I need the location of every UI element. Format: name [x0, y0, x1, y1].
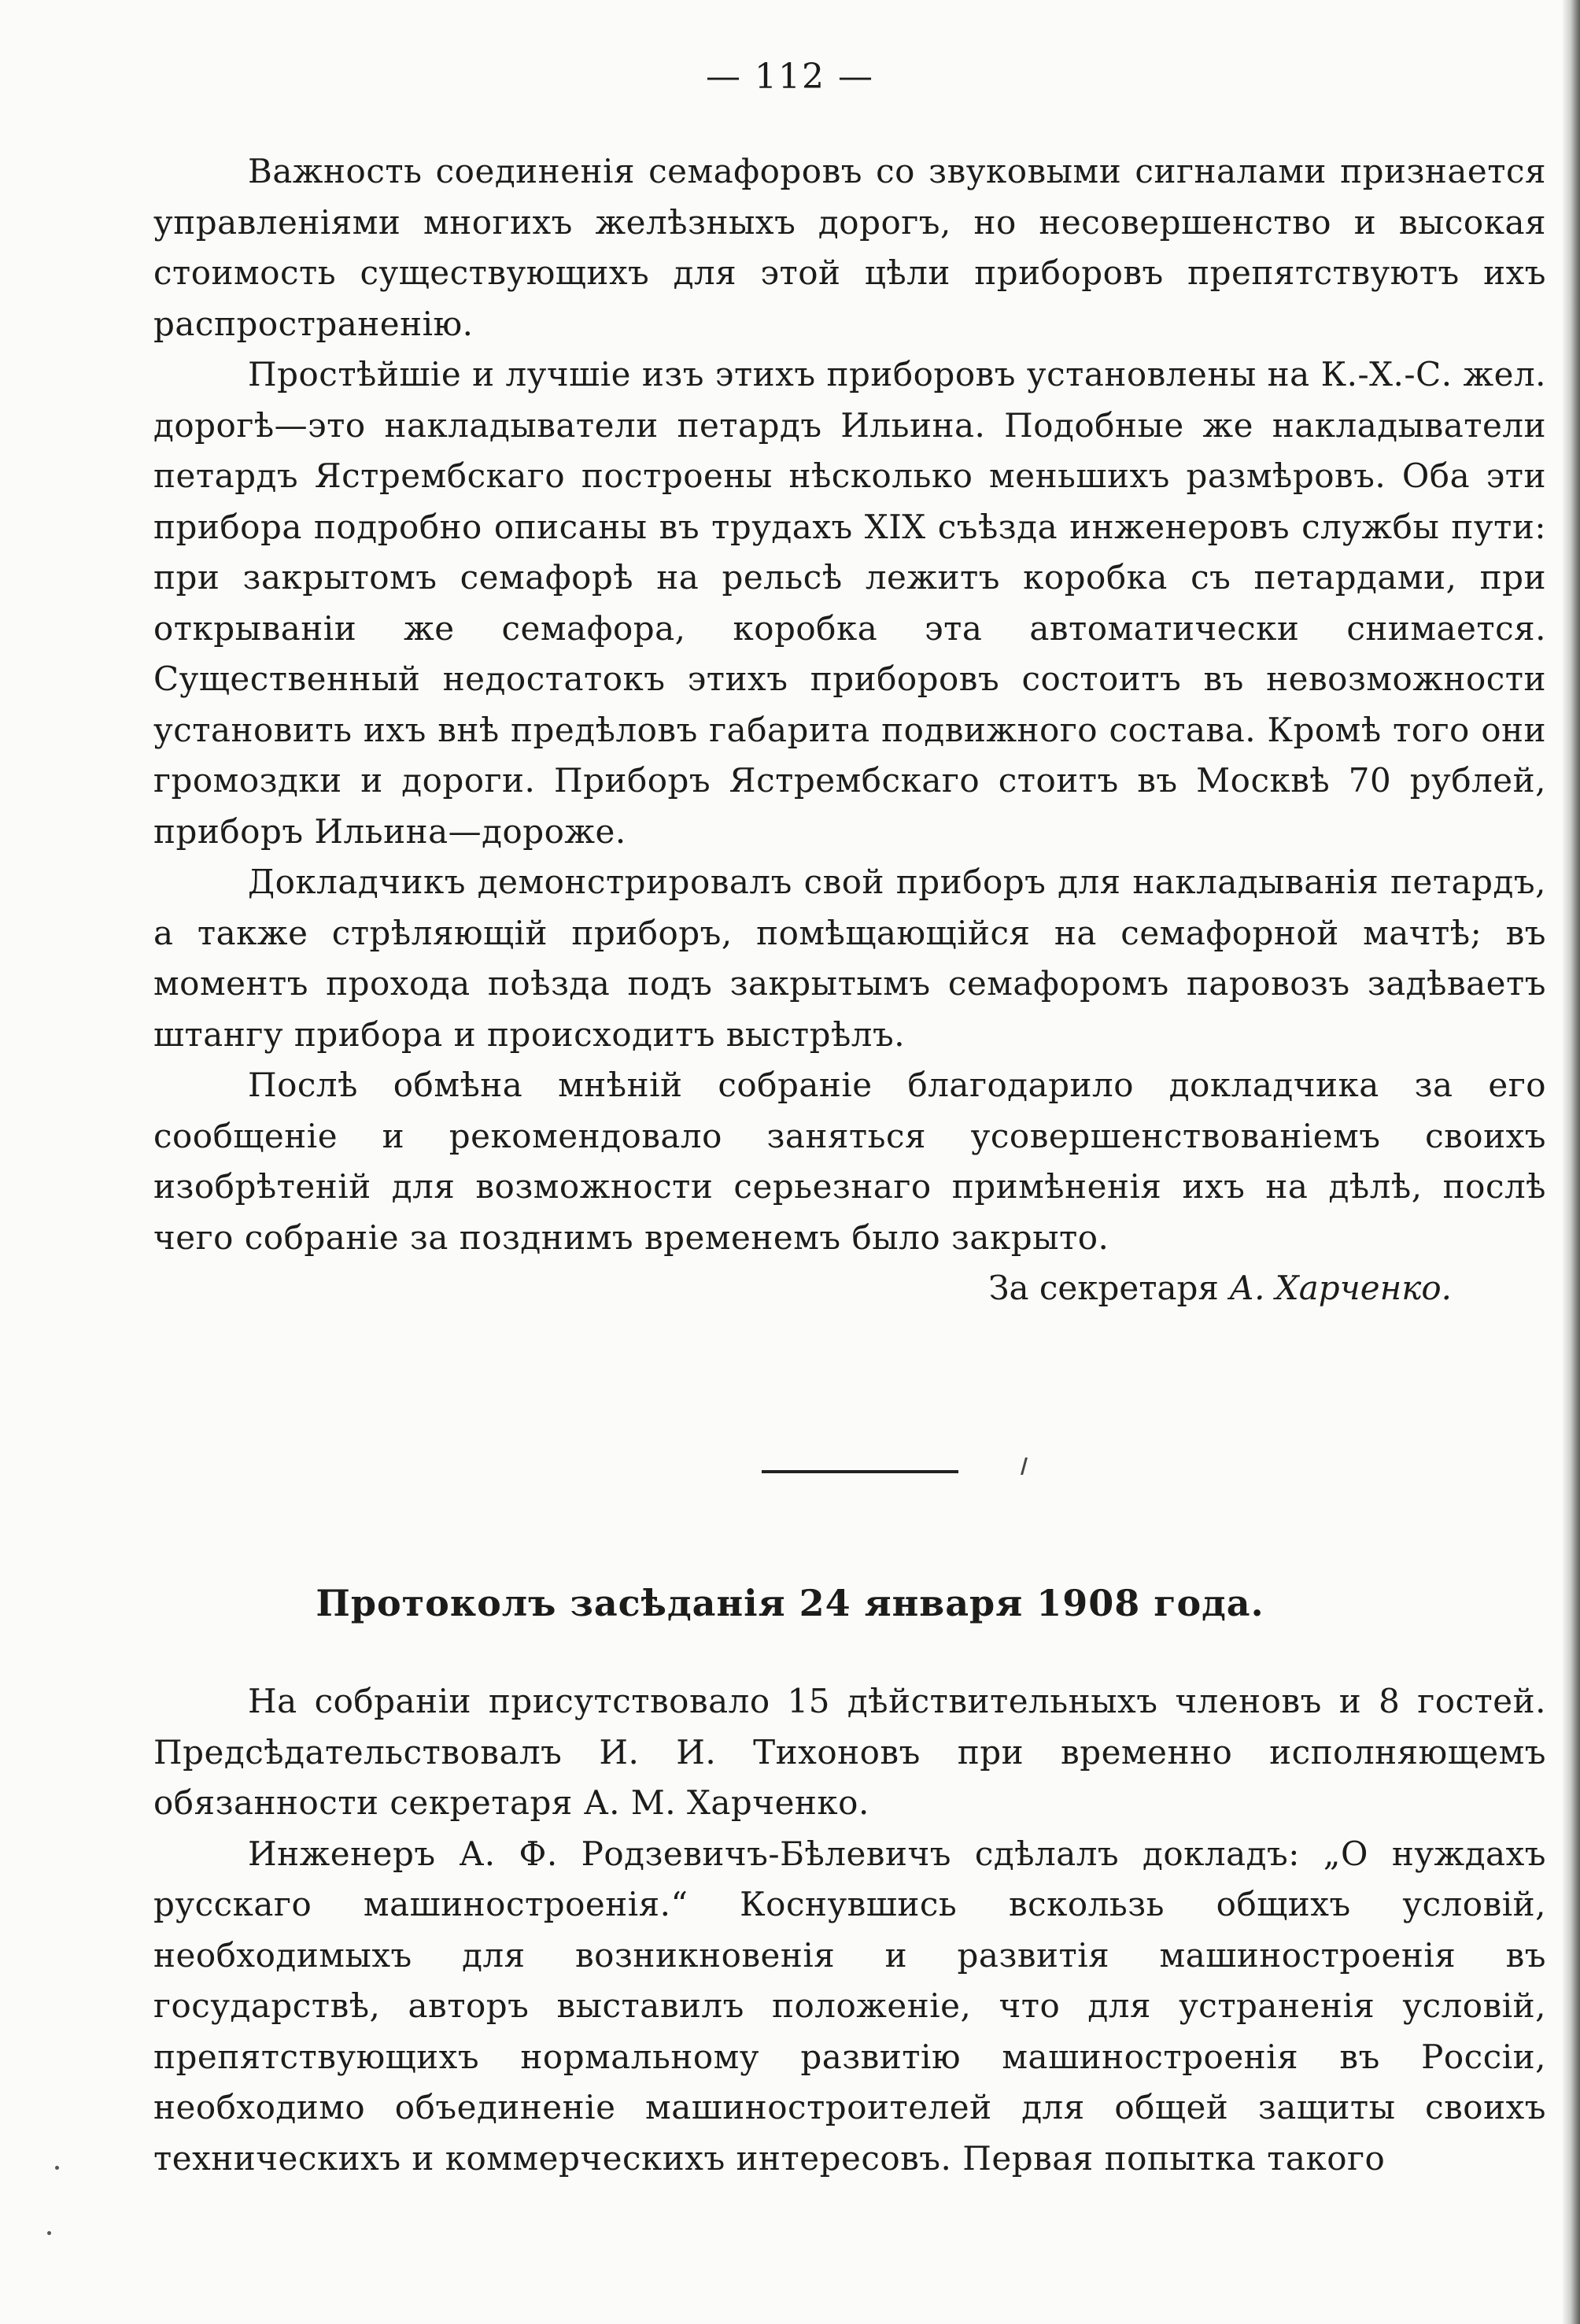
page-number: — 112 —	[706, 57, 874, 97]
stray-dot	[55, 2166, 59, 2170]
paragraph: Докладчикъ демонстрировалъ свой приборъ для накладыванія петардъ, а также стрѣляющій приборъ, помѣщающійся на семафорной мачтѣ; въ моментъ прохода поѣзда подъ закрытымъ семафоромъ паровозъ задѣваетъ штангу прибора и происходитъ выстрѣлъ.	[153, 863, 1546, 1054]
stray-dot	[47, 2231, 51, 2235]
stray-mark	[1021, 1458, 1028, 1475]
bottom-text-block	[153, 1676, 1546, 2184]
section-divider	[762, 1470, 958, 1473]
paragraph: Важность соединенія семафоровъ со звуковыми сигналами признается управленіями многихъ желѣзныхъ дорогъ, но несовершенство и высокая стоимость существующихъ для этой цѣли приборовъ препятствуютъ ихъ распространенію.	[153, 152, 1546, 343]
signature-prefix: За секретаря	[988, 1269, 1219, 1307]
signature-name: А. Харченко.	[1229, 1269, 1452, 1307]
paragraph: На собраніи присутствовало 15 дѣйствительныхъ членовъ и 8 гостей. Предсѣдательствовалъ И. И. Тихоновъ при временно исполняющемъ обязанности секретаря А. М. Харченко.	[153, 1682, 1546, 1822]
paragraph: Инженеръ А. Ф. Родзевичъ-Бѣлевичъ сдѣлалъ докладъ: „О нуждахъ русскаго машиностроенія.“ Коснувшись вскользь общихъ условій, необходимыхъ для возникновенія и развитія машиностроенія въ государствѣ, авторъ выставилъ положеніе, что для устраненія условій, препятствующихъ нормальному развитію машиностроенія въ Россіи, необходимо объединеніе машиностроителей для общей защиты своихъ техническихъ и коммерческихъ интересовъ. Первая попытка такого	[153, 1834, 1546, 2178]
section-title: Протоколъ засѣданія 24 января 1908 года.	[316, 1582, 1264, 1624]
paragraph: Послѣ обмѣна мнѣній собраніе благодарило докладчика за его сообщеніе и рекомендовало заняться усовершенствованіемъ своихъ изобрѣтеній для возможности серьезнаго примѣненія ихъ на дѣлѣ, послѣ чего собраніе за позднимъ временемъ было закрыто.	[153, 1066, 1546, 1257]
top-text-block	[153, 146, 1546, 1314]
page-edge-shadow	[1563, 0, 1580, 2324]
signature-line	[153, 1263, 1546, 1314]
paragraph: Простѣйшіе и лучшіе изъ этихъ приборовъ установлены на К.-Х.-С. жел. дорогѣ—это накладыватели петардъ Ильина. Подобные же накладыватели петардъ Ястрембскаго построены нѣсколько меньшихъ размѣровъ. Оба эти прибора подробно описаны въ трудахъ XIX съѣзда инженеровъ службы пути: при закрытомъ семафорѣ на рельсѣ лежитъ коробка съ петардами, при открываніи же семафора, коробка эта автоматически снимается. Существенный недостатокъ этихъ приборовъ состоитъ въ невозможности установить ихъ внѣ предѣловъ габарита подвижного состава. Кромѣ того они громоздки и дороги. Приборъ Ястрембскаго стоитъ въ Москвѣ 70 рублей, приборъ Ильина—дороже.	[153, 355, 1546, 851]
